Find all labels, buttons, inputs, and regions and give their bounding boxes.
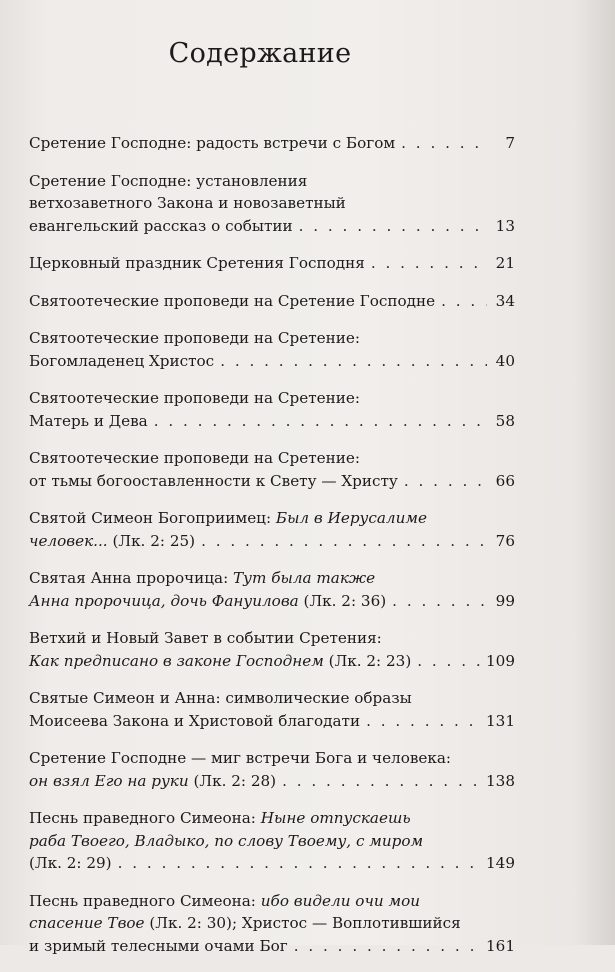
page-number: 161 — [486, 936, 515, 955]
entry-text: Святая Анна пророчица: — [29, 569, 234, 587]
page-number: 66 — [495, 471, 515, 490]
toc-entry-last-line — [29, 290, 515, 313]
toc-entry-line — [29, 567, 515, 590]
toc-entry-last-line — [29, 215, 515, 238]
toc-entry[interactable] — [29, 290, 515, 313]
entry-text-italic: Анна пророчица, дочь Фануилова — [29, 591, 299, 610]
page-number: 138 — [486, 771, 515, 790]
toc-entry-line — [29, 410, 148, 433]
toc-entry-line — [29, 890, 515, 913]
page-number: 21 — [495, 254, 515, 272]
toc-entry-last-line — [29, 852, 515, 875]
toc-entry-line — [29, 507, 515, 530]
page-number: 131 — [486, 711, 515, 730]
entry-text: Сретение Господне: установления — [29, 171, 308, 190]
toc-entry-line — [29, 650, 411, 673]
entry-text: Святоотеческие проповеди на Сретение: — [29, 389, 360, 407]
entry-text-italic: Ныне отпускаешь — [260, 809, 411, 827]
toc-entry[interactable] — [29, 567, 515, 612]
page-number: 40 — [495, 351, 515, 370]
toc-entry-last-line — [29, 590, 515, 613]
toc-entry-line — [29, 830, 515, 853]
page-gutter-shadow — [575, 0, 615, 945]
toc-entry-line — [29, 215, 293, 238]
toc-entry-line — [29, 132, 395, 155]
entry-text: Сретение Господне — миг встречи Бога и человека: — [29, 749, 452, 767]
toc-entry-last-line — [29, 132, 515, 155]
dot-leader — [366, 710, 480, 733]
toc-entry-last-line — [29, 770, 515, 793]
toc-entry-line — [29, 170, 515, 193]
entry-text: и зримый телесными очами Бог — [29, 936, 288, 955]
entry-text: (Лк. 2: 29) — [29, 854, 112, 872]
toc-entry-last-line — [29, 350, 515, 373]
toc-entry[interactable] — [29, 327, 515, 372]
toc-entry-line — [29, 770, 276, 793]
entry-text-italic: ибо видели очи мои — [260, 891, 421, 910]
entry-text: Песнь праведного Симеона: — [29, 891, 261, 910]
dot-leader — [118, 852, 480, 875]
toc-entry[interactable] — [29, 447, 515, 492]
entry-text: Моисеева Закона и Христовой благодати — [29, 711, 361, 730]
dot-leader — [392, 590, 487, 613]
entry-text-italic: Был в Иерусалиме — [275, 509, 427, 527]
dot-leader — [441, 290, 487, 313]
entry-text: Сретение Господне: радость встречи с Богом — [29, 134, 396, 152]
toc-entry-line — [29, 807, 515, 830]
toc-entry-last-line — [29, 410, 515, 433]
dot-leader — [299, 215, 487, 238]
page-number: 13 — [495, 216, 515, 235]
toc-entry-line — [29, 252, 365, 275]
page-number: 58 — [495, 411, 515, 430]
toc-entry-last-line — [29, 470, 515, 493]
toc-entry-line — [29, 852, 112, 875]
toc-entry-line — [29, 590, 386, 613]
entry-text-italic: Как предписано в законе Господнем — [29, 651, 324, 670]
dot-leader — [282, 770, 480, 793]
dot-leader — [154, 410, 487, 433]
toc-entry-line — [29, 350, 214, 373]
toc-entry[interactable] — [29, 132, 515, 155]
toc-entry[interactable] — [29, 507, 515, 552]
entry-text: Матерь и Дева — [29, 411, 148, 430]
entry-text: Святые Симеон и Анна: символические образы — [29, 689, 412, 707]
entry-text: евангельский рассказ о событии — [29, 216, 293, 235]
toc-entry-line — [29, 912, 515, 935]
toc-entry-line — [29, 530, 195, 553]
toc-entry[interactable] — [29, 387, 515, 432]
toc-entry-line — [29, 447, 515, 470]
toc-entry-line — [29, 327, 515, 350]
entry-text-italic: Тут была также — [233, 569, 376, 587]
page-number: 149 — [486, 854, 515, 872]
toc-entry-line — [29, 627, 515, 650]
page-number: 99 — [495, 591, 515, 610]
toc-entry-line — [29, 710, 360, 733]
entry-text: Ветхий и Новый Завет в событии Сретения: — [29, 629, 382, 647]
dot-leader — [201, 530, 487, 553]
toc-entry-line — [29, 687, 515, 710]
toc-entry-line — [29, 470, 398, 493]
page-title: Содержание — [168, 38, 352, 69]
dot-leader — [294, 935, 480, 958]
entry-text-italic: раба Твоего, Владыко, по слову Твоему, с миром — [29, 831, 424, 850]
toc-entry[interactable] — [29, 170, 515, 238]
toc-entry[interactable] — [29, 687, 515, 732]
entry-text: (Лк. 2: 30); Христос — Воплотившийся — [144, 914, 461, 932]
table-of-contents — [29, 132, 515, 972]
entry-text: Песнь праведного Симеона: — [29, 809, 261, 827]
entry-text: (Лк. 2: 36) — [298, 591, 387, 610]
entry-text: Богомладенец Христос — [29, 351, 215, 370]
page-number: 34 — [495, 291, 515, 310]
toc-entry-last-line — [29, 252, 515, 275]
toc-entry-line — [29, 290, 435, 313]
dot-leader — [404, 470, 487, 493]
toc-entry-last-line — [29, 530, 515, 553]
toc-entry-last-line — [29, 650, 515, 673]
toc-entry-line — [29, 192, 515, 215]
toc-entry[interactable] — [29, 627, 515, 672]
toc-entry[interactable] — [29, 747, 515, 792]
entry-text: Святоотеческие проповеди на Сретение: — [29, 449, 360, 467]
toc-entry-line — [29, 387, 515, 410]
entry-text-italic: человек... — [29, 531, 108, 550]
entry-text: (Лк. 2: 25) — [107, 531, 196, 550]
entry-text: (Лк. 2: 28) — [188, 771, 277, 790]
dot-leader — [417, 650, 480, 673]
toc-entry-line — [29, 747, 515, 770]
page-number: 7 — [505, 134, 515, 152]
toc-entry-last-line — [29, 710, 515, 733]
dot-leader — [401, 132, 487, 155]
toc-entry-line — [29, 935, 288, 958]
toc-entry[interactable] — [29, 890, 515, 958]
entry-text: Святоотеческие проповеди на Сретение: — [29, 329, 360, 347]
entry-text-italic: он взял Его на руки — [29, 771, 189, 790]
toc-entry[interactable] — [29, 252, 515, 275]
entry-text: Церковный праздник Сретения Господня — [29, 254, 365, 272]
toc-entry-last-line — [29, 935, 515, 958]
entry-text-italic: спасение Твое — [29, 914, 145, 932]
entry-text: Святой Симеон Богоприимец: — [29, 509, 276, 527]
page-number: 109 — [486, 651, 515, 670]
page-number: 76 — [495, 531, 515, 550]
entry-text: Святоотеческие проповеди на Сретение Господне — [29, 291, 436, 310]
entry-text: ветхозаветного Закона и новозаветный — [29, 194, 346, 212]
entry-text: (Лк. 2: 23) — [323, 651, 412, 670]
toc-entry[interactable] — [29, 807, 515, 875]
entry-text: от тьмы богооставленности к Свету — Христу — [29, 471, 398, 490]
dot-leader — [371, 252, 487, 275]
dot-leader — [220, 350, 487, 373]
